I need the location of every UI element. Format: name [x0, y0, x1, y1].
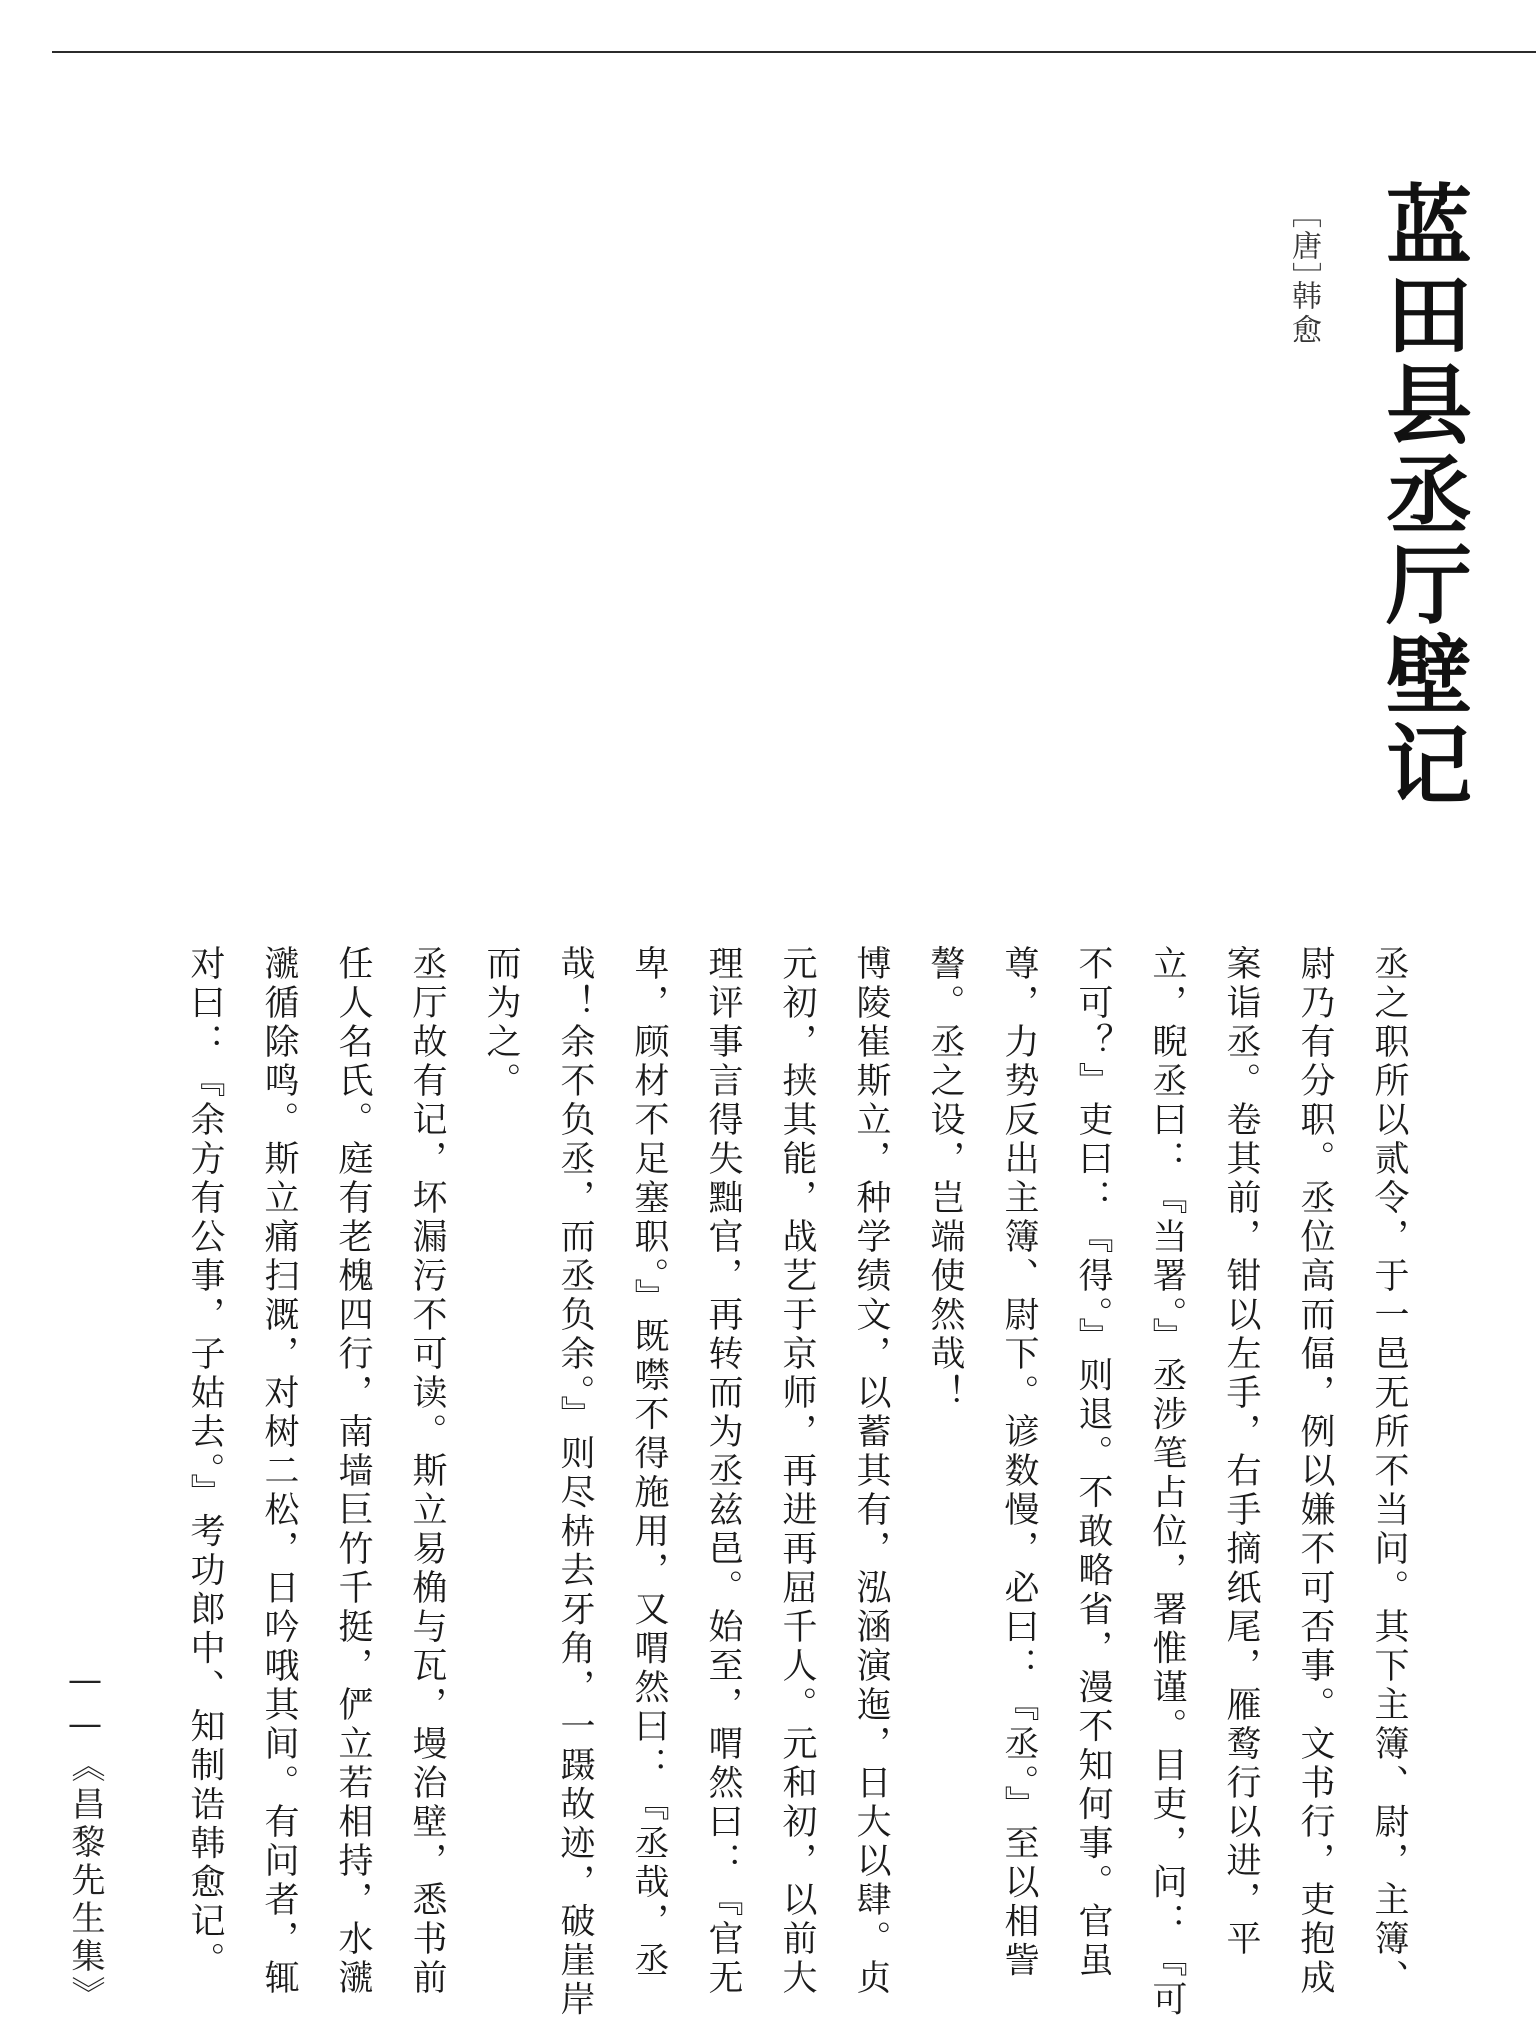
dynasty-label: ［唐］ — [1286, 198, 1321, 294]
paragraph-3: 丞厅故有记，坏漏污不可读。斯立易桷与瓦，墁治壁，悉书前任人名氏。庭有老槐四行，南墙巨竹千挺，俨立若相持，水㶁㶁循除鸣。斯立痛扫溉，对树二松，日吟哦其间。有问者，辄对曰：『余方有公事，子姑去。』考功郎中、知制诰韩愈记。 — [185, 945, 447, 1998]
paragraph-1: 丞之职所以贰令，于一邑无所不当问。其下主簿、尉，主簿、尉乃有分职。丞位高而偪，例以嫌不可否事。文书行，吏抱成案诣丞。卷其前，钳以左手，右手摘纸尾，雁鹜行以进，平立，睨丞曰：『当署。』丞涉笔占位，署惟谨。目吏，问：『可不可？』吏曰：『得。』则退。不敢略省，漫不知何事。官虽尊，力势反出主簿、尉下。谚数慢，必曰：『丞。』至以相訾謷。丞之设，岂端使然哉！ — [925, 945, 1409, 2020]
page-title: 蓝田县丞厅壁记 — [1371, 180, 1472, 810]
source-citation: ——《昌黎先生集》 — [65, 1660, 105, 2014]
essay-body — [156, 945, 1426, 2030]
paragraph-2: 博陵崔斯立，种学绩文，以蓄其有，泓涵演迤，日大以肆。贞元初，挟其能，战艺于京师，再进再屈千人。元和初，以前大理评事言得失黜官，再转而为丞兹邑。始至，喟然曰：『官无卑，顾材不足塞职。』既噤不得施用，又喟然曰：『丞哉，丞哉！余不负丞，而丞负余。』则尽枿去牙角，一蹑故迹，破崖岸而为之。 — [481, 945, 891, 2020]
top-rule — [52, 51, 1536, 53]
author-name: 韩愈 — [1286, 280, 1321, 348]
